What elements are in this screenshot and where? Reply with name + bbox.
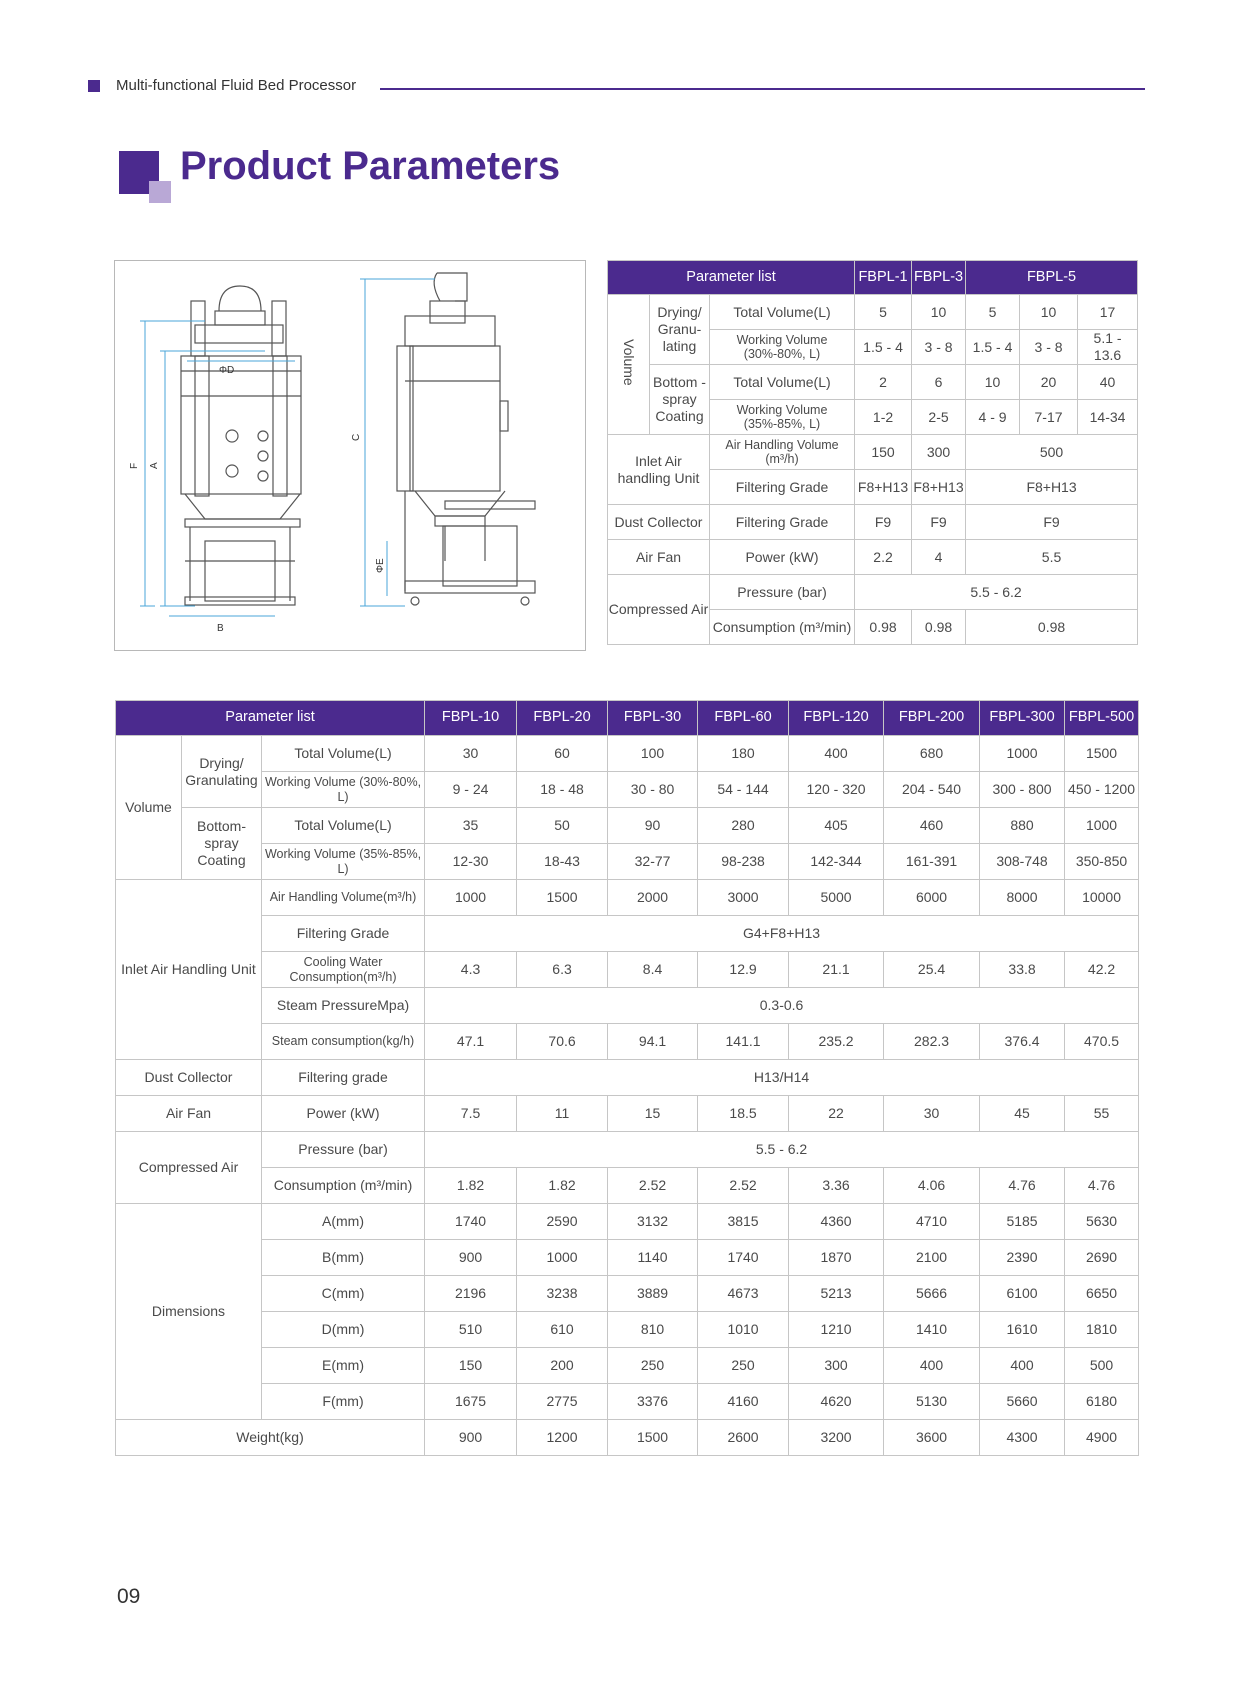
big-cell: 30 - 80: [608, 772, 698, 808]
big-cell: 510: [425, 1312, 517, 1348]
big-cell: 400: [789, 736, 884, 772]
big-cell: 282.3: [884, 1024, 980, 1060]
big-cell: 2196: [425, 1276, 517, 1312]
big-cell: 5213: [789, 1276, 884, 1312]
big-cell: 4710: [884, 1204, 980, 1240]
small-cell: 10: [966, 365, 1020, 400]
big-row-label: Working Volume (35%-85%, L): [262, 844, 425, 880]
big-cell: 18 - 48: [517, 772, 608, 808]
big-cell: 32-77: [608, 844, 698, 880]
small-cell: 4 - 9: [966, 400, 1020, 435]
big-table-model-header: FBPL-30: [608, 701, 698, 736]
big-cell: 5.5 - 6.2: [425, 1132, 1139, 1168]
header-square-icon: [88, 80, 100, 92]
big-cell: 4900: [1065, 1420, 1139, 1456]
big-cell: 5660: [980, 1384, 1065, 1420]
big-cell: 2100: [884, 1240, 980, 1276]
big-cell: 8.4: [608, 952, 698, 988]
big-cell: 25.4: [884, 952, 980, 988]
big-cell: 30: [884, 1096, 980, 1132]
big-cell: 45: [980, 1096, 1065, 1132]
small-row-label: Total Volume(L): [710, 295, 855, 330]
small-drying-label: Drying/ Granu- lating: [650, 295, 710, 365]
big-cell: 142-344: [789, 844, 884, 880]
big-row-label: F(mm): [262, 1384, 425, 1420]
small-cell: 5.1 - 13.6: [1078, 330, 1138, 365]
big-cell: 3132: [608, 1204, 698, 1240]
big-volume-label: Volume: [116, 736, 182, 880]
big-cell: 10000: [1065, 880, 1139, 916]
big-cell: 200: [517, 1348, 608, 1384]
big-cell: 1000: [1065, 808, 1139, 844]
big-cell: 2600: [698, 1420, 789, 1456]
big-cell: 54 - 144: [698, 772, 789, 808]
dim-label-b: B: [217, 623, 224, 634]
big-cell: 47.1: [425, 1024, 517, 1060]
big-cell: 150: [425, 1348, 517, 1384]
big-cell: 1740: [698, 1240, 789, 1276]
big-cell: 2000: [608, 880, 698, 916]
big-row-label: Pressure (bar): [262, 1132, 425, 1168]
big-bottom-spray-label: Bottom- spray Coating: [182, 808, 262, 880]
big-cell: 900: [425, 1420, 517, 1456]
big-cell: 1500: [517, 880, 608, 916]
big-inlet-air-label: Inlet Air Handling Unit: [116, 880, 262, 1060]
big-table-model-header: FBPL-20: [517, 701, 608, 736]
big-cell: 308-748: [980, 844, 1065, 880]
big-cell: G4+F8+H13: [425, 916, 1139, 952]
small-cell: 150: [855, 435, 912, 470]
big-cell: 55: [1065, 1096, 1139, 1132]
small-cell: 1.5 - 4: [966, 330, 1020, 365]
big-cell: 204 - 540: [884, 772, 980, 808]
big-cell: 4.76: [1065, 1168, 1139, 1204]
big-cell: 180: [698, 736, 789, 772]
big-cell: 70.6: [517, 1024, 608, 1060]
big-row-label: Total Volume(L): [262, 736, 425, 772]
small-cell: 2.2: [855, 540, 912, 575]
small-parameter-table: [607, 260, 1138, 645]
big-cell: 3815: [698, 1204, 789, 1240]
small-cell: 1-2: [855, 400, 912, 435]
small-row-label: Power (kW): [710, 540, 855, 575]
big-cell: 141.1: [698, 1024, 789, 1060]
small-row-label: Working Volume (30%-80%, L): [710, 330, 855, 365]
small-compressed-air-label: Compressed Air: [608, 575, 710, 645]
small-cell: 500: [966, 435, 1138, 470]
equipment-drawing: [114, 260, 586, 651]
big-cell: 8000: [980, 880, 1065, 916]
big-cell: 6100: [980, 1276, 1065, 1312]
big-dimensions-label: Dimensions: [116, 1204, 262, 1420]
small-inlet-air-label: Inlet Air handling Unit: [608, 435, 710, 505]
big-cell: H13/H14: [425, 1060, 1139, 1096]
big-cell: 2.52: [608, 1168, 698, 1204]
big-cell: 3000: [698, 880, 789, 916]
big-row-label: Cooling Water Consumption(m³/h): [262, 952, 425, 988]
dim-label-phi-d: ΦD: [219, 365, 235, 376]
big-table-model-header: FBPL-300: [980, 701, 1065, 736]
big-cell: 98-238: [698, 844, 789, 880]
small-cell: F9: [966, 505, 1138, 540]
big-cell: 0.3-0.6: [425, 988, 1139, 1024]
big-cell: 2775: [517, 1384, 608, 1420]
small-cell: 40: [1078, 365, 1138, 400]
small-cell: F9: [912, 505, 966, 540]
big-table-param-header: Parameter list: [116, 701, 425, 736]
big-cell: 3600: [884, 1420, 980, 1456]
big-cell: 4300: [980, 1420, 1065, 1456]
big-table-model-header: FBPL-120: [789, 701, 884, 736]
big-row-label: C(mm): [262, 1276, 425, 1312]
big-cell: 12-30: [425, 844, 517, 880]
big-row-label: Steam consumption(kg/h): [262, 1024, 425, 1060]
big-cell: 4360: [789, 1204, 884, 1240]
big-cell: 6.3: [517, 952, 608, 988]
big-cell: 21.1: [789, 952, 884, 988]
big-cell: 400: [884, 1348, 980, 1384]
big-air-fan-label: Air Fan: [116, 1096, 262, 1132]
small-cell: 6: [912, 365, 966, 400]
big-row-label: D(mm): [262, 1312, 425, 1348]
small-cell: 0.98: [912, 610, 966, 645]
big-table-model-header: FBPL-200: [884, 701, 980, 736]
big-cell: 1870: [789, 1240, 884, 1276]
big-cell: 3200: [789, 1420, 884, 1456]
big-cell: 460: [884, 808, 980, 844]
big-weight-label: Weight(kg): [116, 1420, 425, 1456]
big-cell: 7.5: [425, 1096, 517, 1132]
small-table-model-header: FBPL-1: [855, 261, 912, 295]
big-cell: 5130: [884, 1384, 980, 1420]
big-cell: 610: [517, 1312, 608, 1348]
big-cell: 4.3: [425, 952, 517, 988]
big-cell: 6180: [1065, 1384, 1139, 1420]
big-cell: 1410: [884, 1312, 980, 1348]
big-drying-label: Drying/ Granulating: [182, 736, 262, 808]
small-cell: 5: [966, 295, 1020, 330]
small-cell: F8+H13: [912, 470, 966, 505]
small-cell: 3 - 8: [912, 330, 966, 365]
big-cell: 33.8: [980, 952, 1065, 988]
big-row-label: Filtering grade: [262, 1060, 425, 1096]
big-dust-collector-label: Dust Collector: [116, 1060, 262, 1096]
big-cell: 94.1: [608, 1024, 698, 1060]
small-cell: 2: [855, 365, 912, 400]
big-table-model-header: FBPL-10: [425, 701, 517, 736]
page-title: Product Parameters: [180, 144, 561, 188]
small-dust-collector-label: Dust Collector: [608, 505, 710, 540]
big-cell: 470.5: [1065, 1024, 1139, 1060]
big-cell: 900: [425, 1240, 517, 1276]
page-number: 09: [117, 1585, 141, 1608]
big-cell: 4160: [698, 1384, 789, 1420]
header-title: Multi-functional Fluid Bed Processor: [116, 77, 357, 94]
dim-label-phi-e: ΦE: [375, 558, 386, 573]
big-row-label: E(mm): [262, 1348, 425, 1384]
small-row-label: Total Volume(L): [710, 365, 855, 400]
dim-label-f: F: [129, 462, 140, 469]
header-divider: [380, 88, 1145, 90]
big-cell: 250: [608, 1348, 698, 1384]
big-cell: 30: [425, 736, 517, 772]
small-cell: 3 - 8: [1020, 330, 1078, 365]
big-cell: 280: [698, 808, 789, 844]
small-cell: 10: [1020, 295, 1078, 330]
big-cell: 235.2: [789, 1024, 884, 1060]
small-cell: 2-5: [912, 400, 966, 435]
big-cell: 22: [789, 1096, 884, 1132]
small-row-label: Pressure (bar): [710, 575, 855, 610]
big-cell: 5630: [1065, 1204, 1139, 1240]
big-cell: 1675: [425, 1384, 517, 1420]
big-cell: 161-391: [884, 844, 980, 880]
small-cell: F9: [855, 505, 912, 540]
title-square-accent: [149, 181, 171, 203]
big-cell: 1140: [608, 1240, 698, 1276]
small-cell: 0.98: [855, 610, 912, 645]
big-cell: 6650: [1065, 1276, 1139, 1312]
big-cell: 1210: [789, 1312, 884, 1348]
big-cell: 300 - 800: [980, 772, 1065, 808]
small-cell: 20: [1020, 365, 1078, 400]
big-cell: 1610: [980, 1312, 1065, 1348]
big-row-label: B(mm): [262, 1240, 425, 1276]
big-cell: 120 - 320: [789, 772, 884, 808]
big-table-model-header: FBPL-500: [1065, 701, 1139, 736]
big-cell: 4.76: [980, 1168, 1065, 1204]
small-air-fan-label: Air Fan: [608, 540, 710, 575]
big-cell: 400: [980, 1348, 1065, 1384]
big-cell: 50: [517, 808, 608, 844]
big-cell: 5666: [884, 1276, 980, 1312]
big-cell: 1500: [1065, 736, 1139, 772]
big-cell: 300: [789, 1348, 884, 1384]
big-cell: 250: [698, 1348, 789, 1384]
big-cell: 18.5: [698, 1096, 789, 1132]
big-row-label: A(mm): [262, 1204, 425, 1240]
small-cell: F8+H13: [966, 470, 1138, 505]
big-table-model-header: FBPL-60: [698, 701, 789, 736]
big-cell: 1.82: [425, 1168, 517, 1204]
big-cell: 1010: [698, 1312, 789, 1348]
big-cell: 3889: [608, 1276, 698, 1312]
big-cell: 4.06: [884, 1168, 980, 1204]
big-cell: 4620: [789, 1384, 884, 1420]
small-volume-cell: Volume: [608, 295, 650, 435]
big-cell: 500: [1065, 1348, 1139, 1384]
small-cell: 5: [855, 295, 912, 330]
big-cell: 9 - 24: [425, 772, 517, 808]
big-cell: 4673: [698, 1276, 789, 1312]
small-table-param-header: Parameter list: [608, 261, 855, 295]
big-cell: 1810: [1065, 1312, 1139, 1348]
small-bottom-spray-label: Bottom -spray Coating: [650, 365, 710, 435]
small-cell: 300: [912, 435, 966, 470]
big-cell: 3.36: [789, 1168, 884, 1204]
dim-label-c: C: [351, 433, 362, 441]
big-cell: 1.82: [517, 1168, 608, 1204]
small-cell: 14-34: [1078, 400, 1138, 435]
big-row-label: Working Volume (30%-80%, L): [262, 772, 425, 808]
small-row-label: Filtering Grade: [710, 470, 855, 505]
small-row-label: Working Volume (35%-85%, L): [710, 400, 855, 435]
big-cell: 18-43: [517, 844, 608, 880]
big-cell: 35: [425, 808, 517, 844]
big-cell: 6000: [884, 880, 980, 916]
small-cell: 1.5 - 4: [855, 330, 912, 365]
small-cell: 7-17: [1020, 400, 1078, 435]
big-cell: 90: [608, 808, 698, 844]
big-row-label: Consumption (m³/min): [262, 1168, 425, 1204]
small-table-model-header: FBPL-3: [912, 261, 966, 295]
big-cell: 2690: [1065, 1240, 1139, 1276]
small-row-label: Consumption (m³/min): [710, 610, 855, 645]
big-cell: 12.9: [698, 952, 789, 988]
big-cell: 11: [517, 1096, 608, 1132]
big-cell: 350-850: [1065, 844, 1139, 880]
big-cell: 880: [980, 808, 1065, 844]
small-cell: 10: [912, 295, 966, 330]
big-row-label: Total Volume(L): [262, 808, 425, 844]
big-cell: 1500: [608, 1420, 698, 1456]
big-cell: 405: [789, 808, 884, 844]
big-row-label: Power (kW): [262, 1096, 425, 1132]
big-cell: 1000: [425, 880, 517, 916]
big-row-label: Air Handling Volume(m³/h): [262, 880, 425, 916]
small-cell: 5.5: [966, 540, 1138, 575]
big-cell: 100: [608, 736, 698, 772]
big-cell: 2590: [517, 1204, 608, 1240]
small-cell: 17: [1078, 295, 1138, 330]
small-cell: F8+H13: [855, 470, 912, 505]
small-row-label: Filtering Grade: [710, 505, 855, 540]
big-cell: 5000: [789, 880, 884, 916]
dim-label-a: A: [149, 462, 160, 469]
big-cell: 60: [517, 736, 608, 772]
big-cell: 680: [884, 736, 980, 772]
big-cell: 1200: [517, 1420, 608, 1456]
big-cell: 42.2: [1065, 952, 1139, 988]
big-cell: 3238: [517, 1276, 608, 1312]
big-compressed-air-label: Compressed Air: [116, 1132, 262, 1204]
big-cell: 2.52: [698, 1168, 789, 1204]
big-cell: 450 - 1200: [1065, 772, 1139, 808]
big-cell: 3376: [608, 1384, 698, 1420]
big-cell: 15: [608, 1096, 698, 1132]
big-cell: 2390: [980, 1240, 1065, 1276]
small-cell: 4: [912, 540, 966, 575]
big-cell: 1000: [517, 1240, 608, 1276]
small-row-label: Air Handling Volume (m³/h): [710, 435, 855, 470]
small-cell: 5.5 - 6.2: [855, 575, 1138, 610]
big-cell: 1740: [425, 1204, 517, 1240]
small-cell: 0.98: [966, 610, 1138, 645]
big-row-label: Steam PressureMpa): [262, 988, 425, 1024]
large-parameter-table: [115, 700, 1139, 1456]
big-cell: 810: [608, 1312, 698, 1348]
big-row-label: Filtering Grade: [262, 916, 425, 952]
big-cell: 1000: [980, 736, 1065, 772]
big-cell: 376.4: [980, 1024, 1065, 1060]
small-table-model-header: FBPL-5: [966, 261, 1138, 295]
big-cell: 5185: [980, 1204, 1065, 1240]
